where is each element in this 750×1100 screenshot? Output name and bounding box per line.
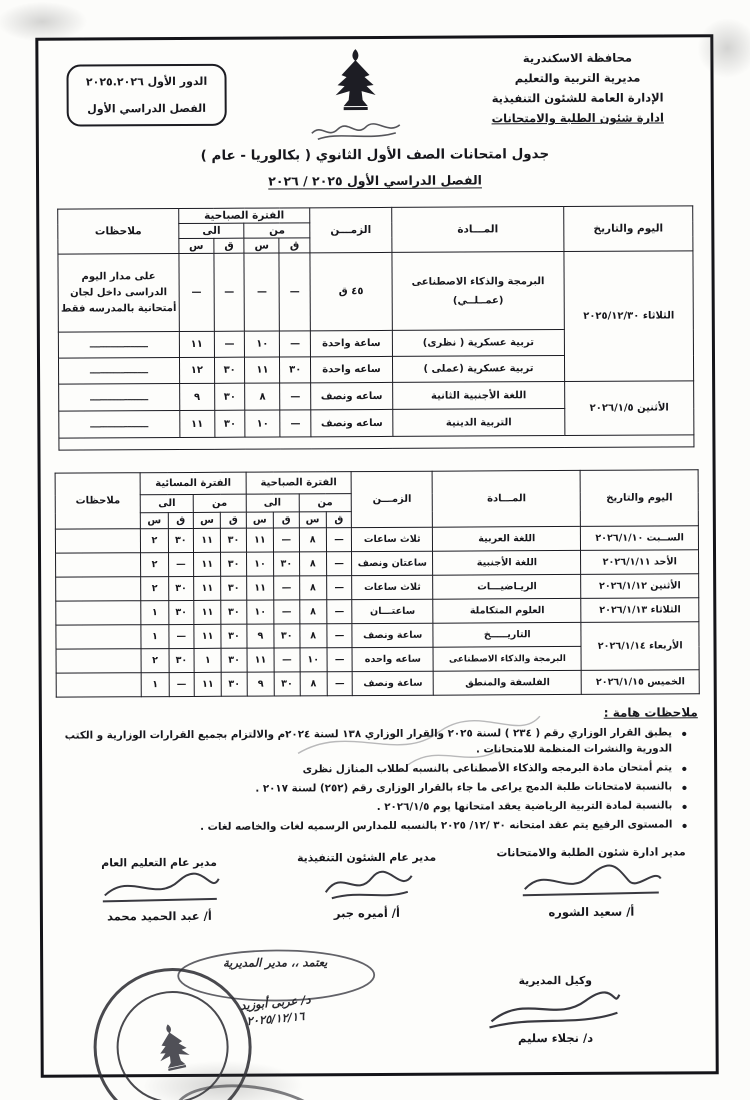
notes-cell xyxy=(56,577,141,601)
cell: ١١ xyxy=(194,552,222,576)
cell: ٨ xyxy=(300,672,328,696)
cell: — xyxy=(274,576,299,600)
cell: ٣٠ xyxy=(221,600,246,624)
cell: ٨ xyxy=(299,528,327,552)
cell: ٣٠ xyxy=(168,528,193,552)
cell: ٣٠ xyxy=(221,528,246,552)
cell: ١٢ xyxy=(179,357,214,383)
cell: ٣٠ xyxy=(221,624,246,648)
col-header-hours: س xyxy=(299,512,326,528)
cell: ١١ xyxy=(179,331,214,357)
cell: ١ xyxy=(194,648,222,672)
day-cell: الســبت ٢٠٢٦/١/١٠ xyxy=(581,526,699,551)
time-cell: ساعة واحدة xyxy=(310,330,392,356)
note-item: • يطبق القرار الوزاري رقم ( ٢٣٤ ) لسنة ٢٠٢٥ والقرار الوزاري ١٣٨ لسنة ٢٠٢٤م والالتزام بجميع القرارات الوزارية و الكتب الدورية والنشرات المنظمة للامتحانات . xyxy=(58,725,672,760)
subject-cell: اللغة الأجنبية الثانية xyxy=(393,382,565,410)
cell: ١ xyxy=(141,625,169,649)
time-cell: ٤٥ ق xyxy=(310,252,392,330)
col-header-time: الزمـــن xyxy=(351,471,432,527)
cell: ١١ xyxy=(193,528,221,552)
cell: ١ xyxy=(141,601,169,625)
col-header-evening: الفترة المسائية xyxy=(140,472,246,495)
day-cell: الثلاثاء ٢٠٢٦/١/١٣ xyxy=(581,598,699,623)
col-header-to: الى xyxy=(179,223,245,238)
cell: ٨ xyxy=(299,576,327,600)
cell: ٣٠ xyxy=(168,600,193,624)
cell: — xyxy=(274,648,299,672)
col-header-to: الى xyxy=(140,494,193,512)
cell: — xyxy=(169,624,194,648)
note-item: • المستوى الرفيع يتم عقد امتحانه ٣٠ /١٢/ ٢٠٢٥ بالنسبه للمدارس الرسميه لغات والخاصه لغات . xyxy=(58,817,672,836)
cell: ١٠ xyxy=(300,648,328,672)
org-line: محافظة الاسكندرية xyxy=(522,50,633,66)
subject-cell: الريـاضيـــات xyxy=(433,574,581,599)
col-header-morning: الفترة الصباحية xyxy=(179,208,310,224)
signature-education-director: مدير عام التعليم العام أ/ عبد الحميد محمد xyxy=(67,856,252,924)
cell: — xyxy=(326,528,351,552)
cell: ٣٠ xyxy=(168,576,193,600)
cell: ٨ xyxy=(299,624,327,648)
cell: ٣٠ xyxy=(274,624,299,648)
time-cell: ساعه ونصف xyxy=(311,382,393,409)
notes-cell xyxy=(55,529,140,553)
day-cell: الأثنين ٢٠٢٦/١/٥ xyxy=(565,381,694,436)
cell: — xyxy=(169,672,194,696)
cell: ١٠ xyxy=(246,600,274,624)
cell: ٢ xyxy=(141,577,169,601)
cell: ٨ xyxy=(245,383,280,410)
cell: ١٠ xyxy=(245,331,280,357)
time-cell: ثلاث ساعات xyxy=(352,575,433,599)
time-cell: ساعتان ونصف xyxy=(352,551,433,575)
col-header-hours: س xyxy=(246,512,274,528)
subject-cell: تربية عسكرية (عملى ) xyxy=(392,356,564,383)
cell: — xyxy=(280,383,311,410)
notes-cell xyxy=(56,553,141,577)
col-header-subject: المـــادة xyxy=(392,207,564,253)
col-header-from: من xyxy=(299,494,352,512)
cell: — xyxy=(280,410,311,437)
subject-cell: العلوم المتكاملة xyxy=(433,598,581,623)
cell: ٨ xyxy=(299,552,327,576)
cell: — xyxy=(214,253,245,331)
col-header-hours: س xyxy=(193,512,220,528)
notes-cell xyxy=(56,649,141,673)
cell: — xyxy=(327,600,352,624)
day-cell: الخميس ٢٠٢٦/١/١٥ xyxy=(582,670,700,695)
cell: ٩ xyxy=(247,672,275,696)
egypt-eagle-emblem-icon xyxy=(300,47,411,144)
col-header-minutes: ق xyxy=(221,512,246,528)
note-item: • يتم أمتحان مادة البرمجه والذكاء الأصطناعى بالنسبه لطلاب المنازل نظرى xyxy=(58,760,672,779)
cell: ٣٠ xyxy=(221,576,246,600)
cell: ٢ xyxy=(141,649,169,673)
cell: — xyxy=(274,528,299,552)
time-cell: ثلاث ساعات xyxy=(352,527,433,551)
cell: — xyxy=(214,331,245,357)
signature-scribble xyxy=(516,858,666,903)
organization-block xyxy=(462,47,692,129)
general-notes-list xyxy=(58,725,699,836)
cell: ١١ xyxy=(194,576,222,600)
cell: ٣٠ xyxy=(274,552,299,576)
time-cell: ساعة ونصف xyxy=(352,623,433,647)
subject-cell: البرمجة والذكاء الاصطناعى xyxy=(433,646,581,671)
subject-cell: تربية عسكرية ( نظرى) xyxy=(392,330,564,357)
cell: ٣٠ xyxy=(214,357,245,383)
org-line: الإدارة العامة للشئون التنفيذية xyxy=(491,90,664,106)
cell: — xyxy=(327,576,352,600)
signature-executive-director: مدير عام الشئون التنفيذية أ/ أميره جبر xyxy=(297,850,437,921)
cell: ٣٠ xyxy=(280,357,311,383)
cell: ٣٠ xyxy=(214,383,245,410)
subject-cell: البرمجة والذكاء الاصطناعى (عمــلــي) xyxy=(392,252,564,331)
org-line: مديرية التربية والتعليم xyxy=(514,70,641,86)
cell: — xyxy=(274,600,299,624)
col-header-notes: ملاحظات xyxy=(55,473,141,529)
cell: ١١ xyxy=(246,576,274,600)
col-header-minutes: ق xyxy=(273,512,298,528)
term-round-box xyxy=(66,64,226,127)
signature-deputy: وكيل المديرية د/ نجلاء سليم xyxy=(475,974,635,1046)
cell: ٣٠ xyxy=(215,410,246,437)
page-subtitle: الفصل الدراسي الأول ٢٠٢٥ / ٢٠٢٦ xyxy=(268,172,482,189)
cell: ٩ xyxy=(180,383,215,410)
subject-cell: اللغة الأجنبية xyxy=(433,550,581,575)
note-item: • بالنسبة لامتحانات طلبة الدمج يراعى ما جاء بالقرار الوزارى رقم (٢٥٢) لسنة ٢٠١٧ . xyxy=(58,779,672,798)
col-header-day: اليوم والتاريخ xyxy=(564,206,693,252)
day-cell: الأحد ٢٠٢٦/١/١١ xyxy=(581,550,699,575)
cell: ١١ xyxy=(194,672,222,696)
cell: ١١ xyxy=(194,624,222,648)
col-header-hours: س xyxy=(244,238,279,253)
cell: ١١ xyxy=(246,528,274,552)
cell: ١١ xyxy=(194,600,222,624)
general-notes-title: ملاحظات هامة : xyxy=(603,705,698,720)
page-title: جدول امتحانات الصف الأول الثانوي ( بكالوريا - عام ) xyxy=(200,146,550,164)
notes-cell: ـــــــــــــــــ xyxy=(58,358,179,385)
col-header-day: اليوم والتاريخ xyxy=(580,470,698,527)
col-header-from: من xyxy=(193,494,246,512)
term-line: الفصل الدراسي الأول xyxy=(87,102,207,116)
term-line: الدور الأول ٢٠٢٥.٢٠٢٦ xyxy=(85,74,208,89)
page-header xyxy=(48,45,701,148)
signature-scribble xyxy=(94,869,224,908)
notes-cell: ـــــــــــــــــ xyxy=(59,411,180,439)
col-header-subject: المـــادة xyxy=(432,470,580,527)
cell: ١١ xyxy=(180,410,215,437)
notes-cell xyxy=(56,601,141,625)
cell: ٣٠ xyxy=(221,648,246,672)
notes-cell xyxy=(56,625,141,649)
col-header-minutes: ق xyxy=(279,238,310,253)
handwritten-scribble xyxy=(308,117,404,144)
subject-cell: الفلسفة والمنطق xyxy=(433,670,581,695)
time-cell: ساعة ونصف xyxy=(352,671,433,695)
cell: — xyxy=(327,624,352,648)
cell: ١١ xyxy=(247,648,275,672)
col-header-time: الزمـــن xyxy=(310,207,392,252)
org-line: ادارة شئون الطلبة والامتحانات xyxy=(491,110,664,126)
cell: — xyxy=(179,253,214,331)
page-border xyxy=(35,34,718,1078)
notes-cell: ـــــــــــــــــ xyxy=(58,332,179,359)
notes-cell: ـــــــــــــــــ xyxy=(59,384,180,412)
time-cell: ساعتـــان xyxy=(352,599,433,623)
cell: ٩ xyxy=(247,624,275,648)
cell: ١ xyxy=(141,673,169,697)
cell: ١١ xyxy=(245,357,280,383)
cell: ١٠ xyxy=(246,552,274,576)
subject-cell: التاريـــــخ xyxy=(433,622,581,647)
cell: — xyxy=(280,331,311,357)
signature-scribble xyxy=(312,864,422,905)
cell: — xyxy=(326,552,351,576)
note-item: • بالنسبة لمادة التربية الرياضية يعقد امتحانها يوم ٢٠٢٦/١/٥ . xyxy=(58,798,672,817)
col-header-minutes: ق xyxy=(326,512,351,528)
exam-table-december xyxy=(57,205,694,450)
cell: — xyxy=(168,552,193,576)
col-header-to: الى xyxy=(246,494,299,512)
general-notes-section xyxy=(58,705,699,839)
signatures-section xyxy=(53,845,706,1098)
col-header-minutes: ق xyxy=(168,512,193,528)
col-header-morning: الفترة الصباحية xyxy=(246,472,352,495)
cell: — xyxy=(279,253,310,331)
cell: ١٠ xyxy=(245,410,280,437)
time-cell: ساعه واحدة xyxy=(310,356,392,382)
cell: ٣٠ xyxy=(274,672,299,696)
scan-smudge xyxy=(0,1,87,41)
subject-cell: التربية الدينية xyxy=(393,409,565,437)
notes-cell xyxy=(56,673,141,697)
cell: ٣٠ xyxy=(169,648,194,672)
col-header-hours: س xyxy=(179,238,214,253)
signature-scribble xyxy=(485,987,625,1030)
cell: ٨ xyxy=(299,600,327,624)
time-cell: ساعه ونصف xyxy=(311,409,393,436)
notes-cell: على مدار اليوم الدراسى داخل لجان أمتحانية بالمدرسه فقط xyxy=(58,254,179,333)
cell: ٣٠ xyxy=(221,552,246,576)
signature-exams-director: مدير ادارة شئون الطلبة والامتحانات أ/ سعيد الشوره xyxy=(496,845,686,920)
col-header-notes: ملاحظات xyxy=(58,209,179,255)
day-cell: الثلاثاء ٢٠٢٥/١٢/٣٠ xyxy=(564,251,694,382)
cell: ٢ xyxy=(141,553,169,577)
stamp-eagle-icon xyxy=(144,1017,202,1078)
exam-table-january xyxy=(55,469,700,697)
time-cell: ساعه واحده xyxy=(352,647,433,671)
col-header-from: من xyxy=(244,223,310,238)
approval-block: يعتمد ،، مدير المديرية د/ عربى أبوزيد ٢٠٢٥/١٢/١٦ xyxy=(175,955,375,1026)
cell: — xyxy=(327,672,352,696)
cell: ٢ xyxy=(141,529,169,553)
col-header-hours: س xyxy=(141,513,169,529)
cell: ٣٠ xyxy=(222,672,247,696)
col-header-minutes: ق xyxy=(214,238,245,253)
day-cell: الأربعاء ٢٠٢٦/١/١٤ xyxy=(581,622,699,671)
subject-cell: اللغة العربية xyxy=(433,526,581,551)
day-cell: الأثنين ٢٠٢٦/١/١٢ xyxy=(581,574,699,599)
cell: — xyxy=(327,648,352,672)
cell: — xyxy=(244,253,279,331)
